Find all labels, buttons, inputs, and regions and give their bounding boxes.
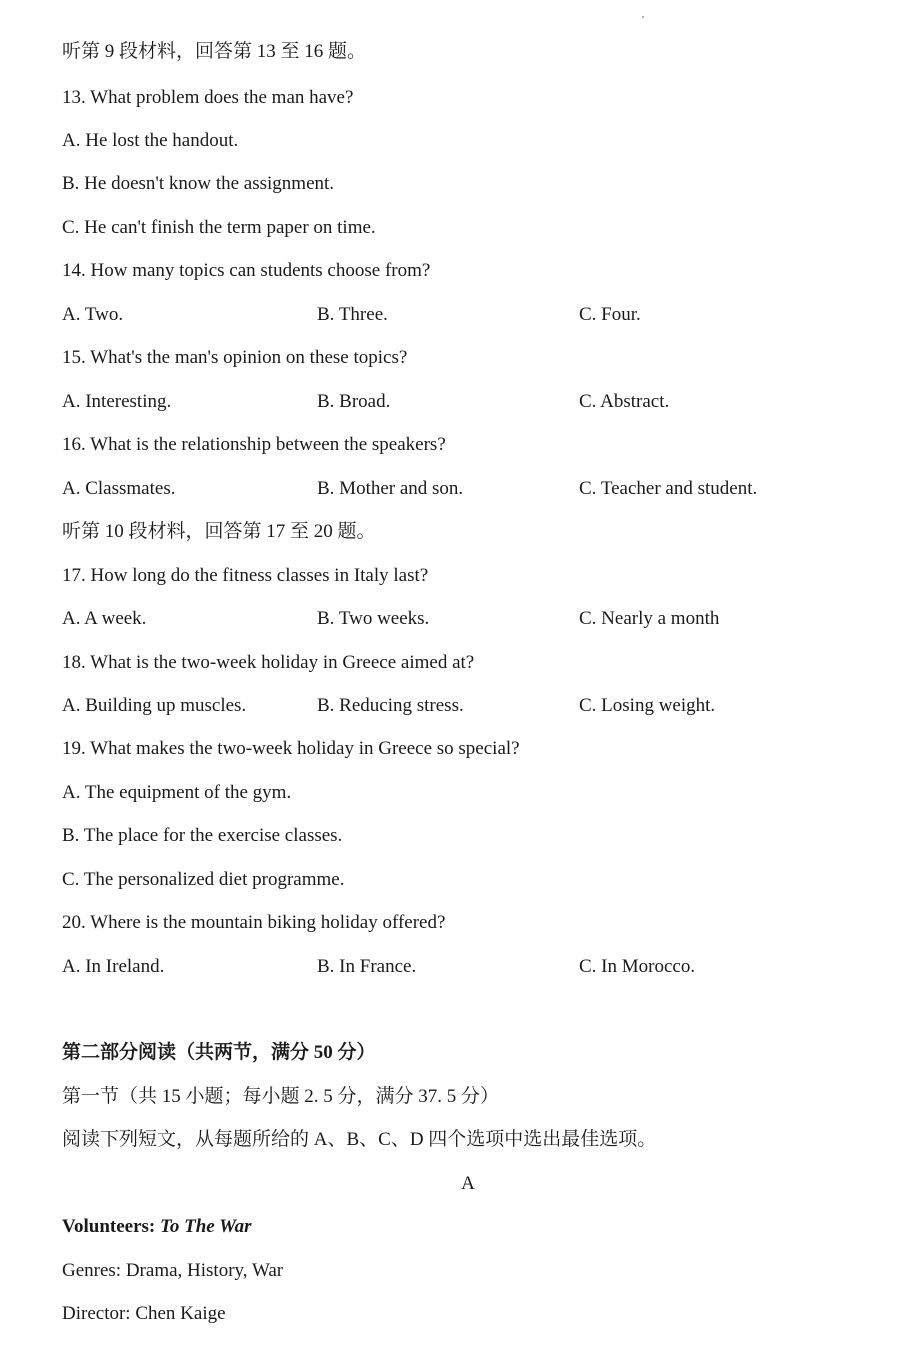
q19-option-a: A. The equipment of the gym. <box>62 782 292 803</box>
reading-part-title: 第二部分阅读（共两节，满分 50 分） <box>62 1042 376 1063</box>
passage-letter: A <box>461 1173 475 1194</box>
q17-option-a: A. A week. <box>62 608 147 629</box>
q14-option-c: C. Four. <box>579 304 641 325</box>
reading-section-title: 第一节（共 15 小题；每小题 2. 5 分，满分 37. 5 分） <box>62 1086 500 1107</box>
q17-option-c: C. Nearly a month <box>579 608 720 629</box>
question-18: 18. What is the two-week holiday in Greece aimed at? <box>62 652 475 673</box>
q16-option-b: B. Mother and son. <box>317 478 464 499</box>
reading-instruction: 阅读下列短文，从每题所给的 A、B、C、D 四个选项中选出最佳选项。 <box>62 1129 657 1150</box>
film-director: Director: Chen Kaige <box>62 1303 226 1324</box>
q18-option-b: B. Reducing stress. <box>317 695 464 716</box>
question-20: 20. Where is the mountain biking holiday offered? <box>62 912 446 933</box>
q14-option-a: A. Two. <box>62 304 124 325</box>
question-16: 16. What is the relationship between the speakers? <box>62 434 446 455</box>
q15-option-b: B. Broad. <box>317 391 391 412</box>
q15-option-a: A. Interesting. <box>62 391 172 412</box>
film-genres: Genres: Drama, History, War <box>62 1260 284 1281</box>
q20-option-b: B. In France. <box>317 956 417 977</box>
q17-option-b: B. Two weeks. <box>317 608 430 629</box>
q19-option-c: C. The personalized diet programme. <box>62 869 345 890</box>
section9-instruction: 听第 9 段材料，回答第 13 至 16 题。 <box>62 41 367 62</box>
q13-option-a: A. He lost the handout. <box>62 130 239 151</box>
q16-option-c: C. Teacher and student. <box>579 478 758 499</box>
question-17: 17. How long do the fitness classes in Italy last? <box>62 565 429 586</box>
q20-option-c: C. In Morocco. <box>579 956 696 977</box>
scan-speck <box>642 16 644 18</box>
q14-option-b: B. Three. <box>317 304 388 325</box>
q15-option-c: C. Abstract. <box>579 391 670 412</box>
film-title-prefix: Volunteers: <box>62 1216 160 1237</box>
q13-option-c: C. He can't finish the term paper on time. <box>62 217 376 238</box>
q19-option-b: B. The place for the exercise classes. <box>62 825 343 846</box>
question-13: 13. What problem does the man have? <box>62 87 354 108</box>
section10-instruction: 听第 10 段材料，回答第 17 至 20 题。 <box>62 521 376 542</box>
question-19: 19. What makes the two-week holiday in Greece so special? <box>62 738 520 759</box>
q18-option-a: A. Building up muscles. <box>62 695 247 716</box>
question-15: 15. What's the man's opinion on these topics? <box>62 347 408 368</box>
question-14: 14. How many topics can students choose from? <box>62 260 431 281</box>
film-title <box>62 1215 252 1239</box>
q13-option-b: B. He doesn't know the assignment. <box>62 173 335 194</box>
q20-option-a: A. In Ireland. <box>62 956 165 977</box>
q16-option-a: A. Classmates. <box>62 478 176 499</box>
film-title-italic: To The War <box>160 1216 252 1237</box>
q18-option-c: C. Losing weight. <box>579 695 716 716</box>
